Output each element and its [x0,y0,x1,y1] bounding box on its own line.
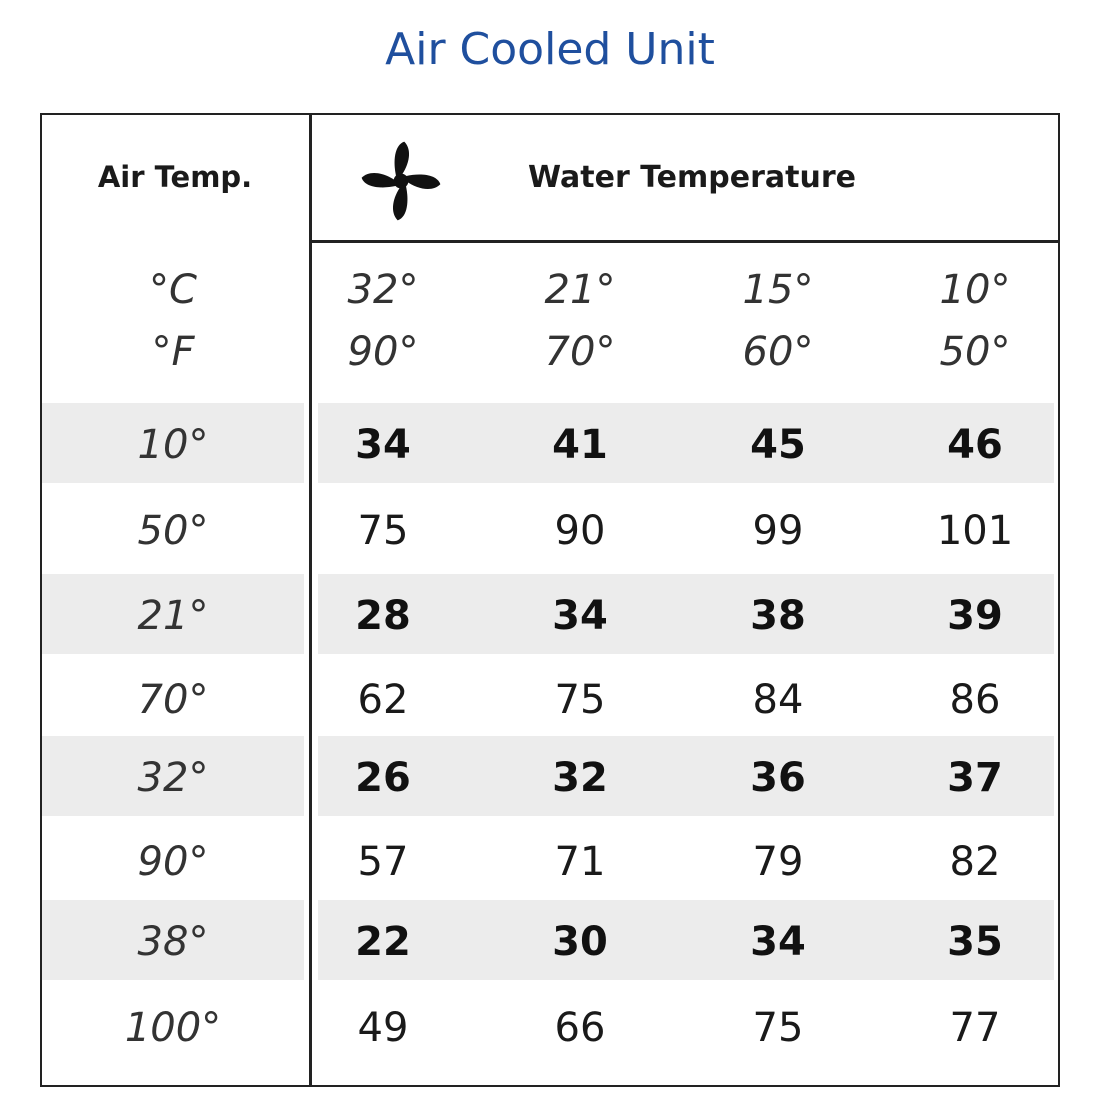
air-temp-row-label: 32° [137,755,209,801]
water-col-c-label: 21° [544,267,616,313]
air-temp-row-label: 100° [124,1005,222,1051]
table-cell: 101 [936,508,1014,554]
table-cell: 57 [357,839,409,885]
water-col-f-label: 90° [347,329,419,375]
table-cell: 79 [752,839,804,885]
table-cell: 86 [949,677,1001,723]
table-cell: 36 [750,755,806,801]
table-cell: 34 [750,919,806,965]
table-cell: 37 [947,755,1003,801]
water-col-f-label: 70° [544,329,616,375]
air-temp-row-label: 21° [137,593,209,639]
water-col-f-label: 60° [742,329,814,375]
table-cell: 46 [947,422,1003,468]
unit-c-label: °C [149,267,197,313]
table-cell: 77 [949,1005,1001,1051]
chart-title: Air Cooled Unit [385,24,715,75]
table-cell: 22 [355,919,411,965]
air-temp-row-label: 90° [137,839,209,885]
table-cell: 35 [947,919,1003,965]
table-cell: 49 [357,1005,409,1051]
table-cell: 28 [355,593,411,639]
table-cell: 75 [357,508,409,554]
water-col-f-label: 50° [939,329,1011,375]
water-col-c-label: 15° [742,267,814,313]
table-cell: 84 [752,677,804,723]
air-temp-row-label: 50° [137,508,209,554]
table-cell: 34 [552,593,608,639]
unit-f-label: °F [151,329,195,375]
table-cell: 30 [552,919,608,965]
header-divider [311,240,1060,243]
water-temp-header: Water Temperature [528,160,856,195]
table-cell: 71 [554,839,606,885]
air-temp-header: Air Temp. [97,160,253,194]
table-cell: 34 [355,422,411,468]
table-cell: 41 [552,422,608,468]
table-cell: 38 [750,593,806,639]
water-col-c-label: 32° [347,267,419,313]
air-temp-row-label: 38° [137,919,209,965]
air-temp-row-label: 70° [137,677,209,723]
table-cell: 75 [752,1005,804,1051]
table-cell: 32 [552,755,608,801]
table-cell: 26 [355,755,411,801]
table-cell: 75 [554,677,606,723]
air-temp-row-label: 10° [137,422,209,468]
table-cell: 90 [554,508,606,554]
table-cell: 62 [357,677,409,723]
fan-icon [360,140,442,222]
table-cell: 39 [947,593,1003,639]
water-col-c-label: 10° [939,267,1011,313]
table-cell: 66 [554,1005,606,1051]
table-cell: 99 [752,508,804,554]
table-cell: 45 [750,422,806,468]
table-cell: 82 [949,839,1001,885]
